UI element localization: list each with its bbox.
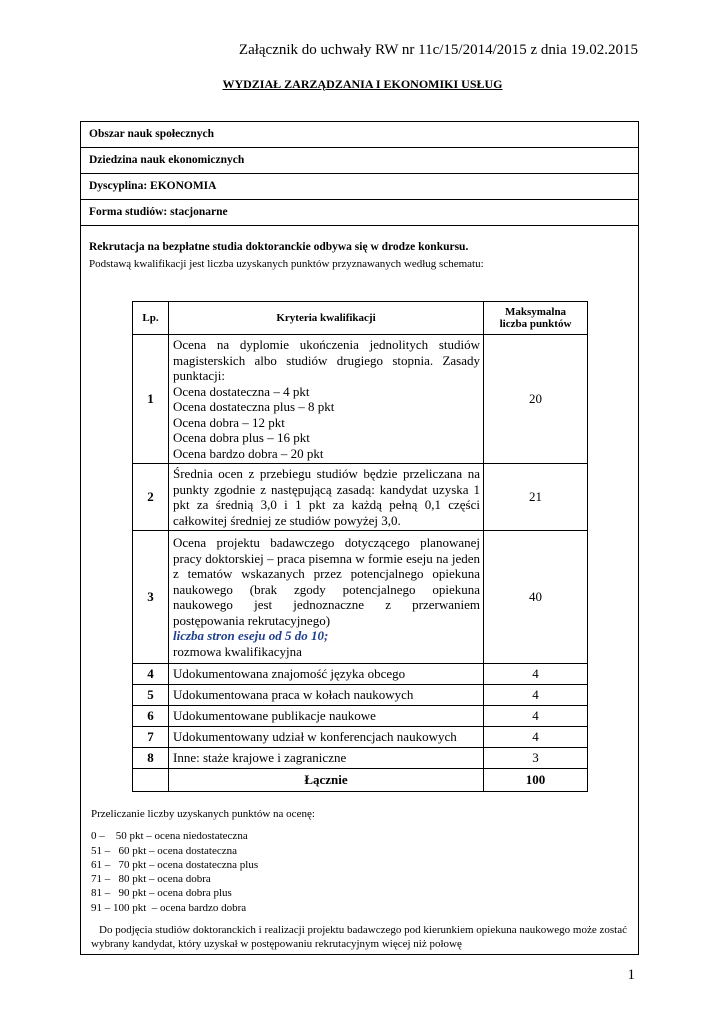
meta-area: Obszar nauk społecznych (81, 122, 638, 148)
row-lp: 5 (133, 685, 169, 706)
table-header-row (133, 302, 588, 335)
total-row (133, 769, 588, 792)
conversion-item: 0 – 50 pkt – ocena niedostateczna (91, 830, 248, 843)
row-lp: 1 (133, 335, 169, 464)
row-lp: 6 (133, 706, 169, 727)
page-number: 1 (627, 967, 635, 983)
row-lp: 7 (133, 727, 169, 748)
row-points: 4 (484, 685, 588, 706)
recruitment-basis: Podstawą kwalifikacji jest liczba uzyskanych punktów przyznawanych według schematu: (89, 258, 484, 270)
table-row (133, 664, 588, 685)
table-row (133, 335, 588, 464)
table-row (133, 727, 588, 748)
row-points: 20 (484, 335, 588, 464)
essay-length-note: liczba stron eseju od 5 do 10; (173, 628, 329, 643)
row-criteria: Inne: staże krajowe i zagraniczne (169, 748, 484, 769)
row-criteria-text: Ocena projektu badawczego dotyczącego planowanej pracy doktorskiej – praca pisemna w formie eseju na jeden z tematów wskazanych przez potencjalnego opiekuna naukowego (brak zgody potencjalnego opiekuna naukowego jest jednoznaczne z przerwaniem postępowania rekrutacyjnego) (173, 535, 480, 628)
conversion-item: 91 – 100 pkt – ocena bardzo dobra (91, 901, 247, 914)
row-criteria (169, 531, 484, 664)
conversion-item: 51 – 60 pkt – ocena dostateczna (91, 844, 238, 857)
interview-note: rozmowa kwalifikacyjna (173, 643, 302, 659)
col-max-header (484, 302, 588, 335)
table-row (133, 685, 588, 706)
conversion-item: 61 – 70 pkt – ocena dostateczna plus (91, 858, 259, 871)
final-paragraph: Do podjęcia studiów doktoranckich i realizacji projektu badawczego pod kierunkiem opiekuna naukowego może zostać wybrany kandydat, który uzyskał w postępowaniu rekrutacyjnym więcej niż połowę (91, 924, 627, 951)
meta-study-form: Forma studiów: stacjonarne (81, 200, 638, 226)
criteria-table (132, 301, 588, 792)
row-lp: 3 (133, 531, 169, 664)
row-points: 4 (484, 727, 588, 748)
row-points: 40 (484, 531, 588, 664)
row-lp: 2 (133, 464, 169, 531)
meta-field: Dziedzina nauk ekonomicznych (81, 148, 638, 174)
recruitment-section (81, 226, 638, 270)
row-points: 21 (484, 464, 588, 531)
conversion-title: Przeliczanie liczby uzyskanych punktów na ocenę: (91, 808, 315, 820)
table-row (133, 706, 588, 727)
col-max-header-line1: Maksymalna (504, 306, 567, 318)
row-criteria (169, 335, 484, 464)
grade-line: Ocena dostateczna – 4 pkt (173, 383, 310, 399)
row-criteria-text: Ocena na dyplomie ukończenia jednolitych studiów magisterskich albo studiów drugiego stopnia. Zasady punktacji: (173, 337, 480, 383)
row-criteria: Średnia ocen z przebiegu studiów będzie przeliczana na punkty zgodnie z następującą zasadą: kandydat uzyska 1 pkt za średnią 3,0 i 1 pkt za każdą pełną 0,1 części całkowitej średniej ze studiów powyżej 3,0. (169, 464, 484, 531)
conversion-item: 71 – 80 pkt – ocena dobra (91, 873, 211, 886)
conversion-item: 81 – 90 pkt – ocena dobra plus (91, 887, 232, 900)
meta-discipline: Dyscyplina: EKONOMIA (81, 174, 638, 200)
row-lp: 8 (133, 748, 169, 769)
table-row (133, 464, 588, 531)
row-criteria: Udokumentowany udział w konferencjach naukowych (169, 727, 484, 748)
table-row (133, 531, 588, 664)
total-value: 100 (484, 769, 588, 792)
recruitment-intro: Rekrutacja na bezpłatne studia doktoranckie odbywa się w drodze konkursu. (89, 241, 469, 253)
grade-line: Ocena bardzo dobra – 20 pkt (173, 445, 324, 461)
points-conversion (91, 807, 315, 915)
grade-line: Ocena dobra plus – 16 pkt (173, 430, 310, 445)
col-lp-header: Lp. (133, 302, 169, 335)
row-criteria: Udokumentowane publikacje naukowe (169, 706, 484, 727)
col-criteria-header: Kryteria kwalifikacji (169, 302, 484, 335)
attachment-header: Załącznik do uchwały RW nr 11c/15/2014/2015 z dnia 19.02.2015 (238, 42, 638, 58)
table-row (133, 748, 588, 769)
faculty-title: WYDZIAŁ ZARZĄDZANIA I EKONOMIKI USŁUG (222, 77, 503, 91)
document-frame (80, 121, 639, 955)
total-label: Łącznie (169, 769, 484, 792)
row-points: 4 (484, 664, 588, 685)
row-lp: 4 (133, 664, 169, 685)
total-empty-cell (133, 769, 169, 792)
row-criteria: Udokumentowana znajomość języka obcego (169, 664, 484, 685)
row-points: 3 (484, 748, 588, 769)
row-points: 4 (484, 706, 588, 727)
grade-line: Ocena dostateczna plus – 8 pkt (173, 399, 335, 414)
col-max-header-line2: liczba punktów (499, 318, 572, 330)
grade-line: Ocena dobra – 12 pkt (173, 414, 285, 430)
row-criteria: Udokumentowana praca w kołach naukowych (169, 685, 484, 706)
